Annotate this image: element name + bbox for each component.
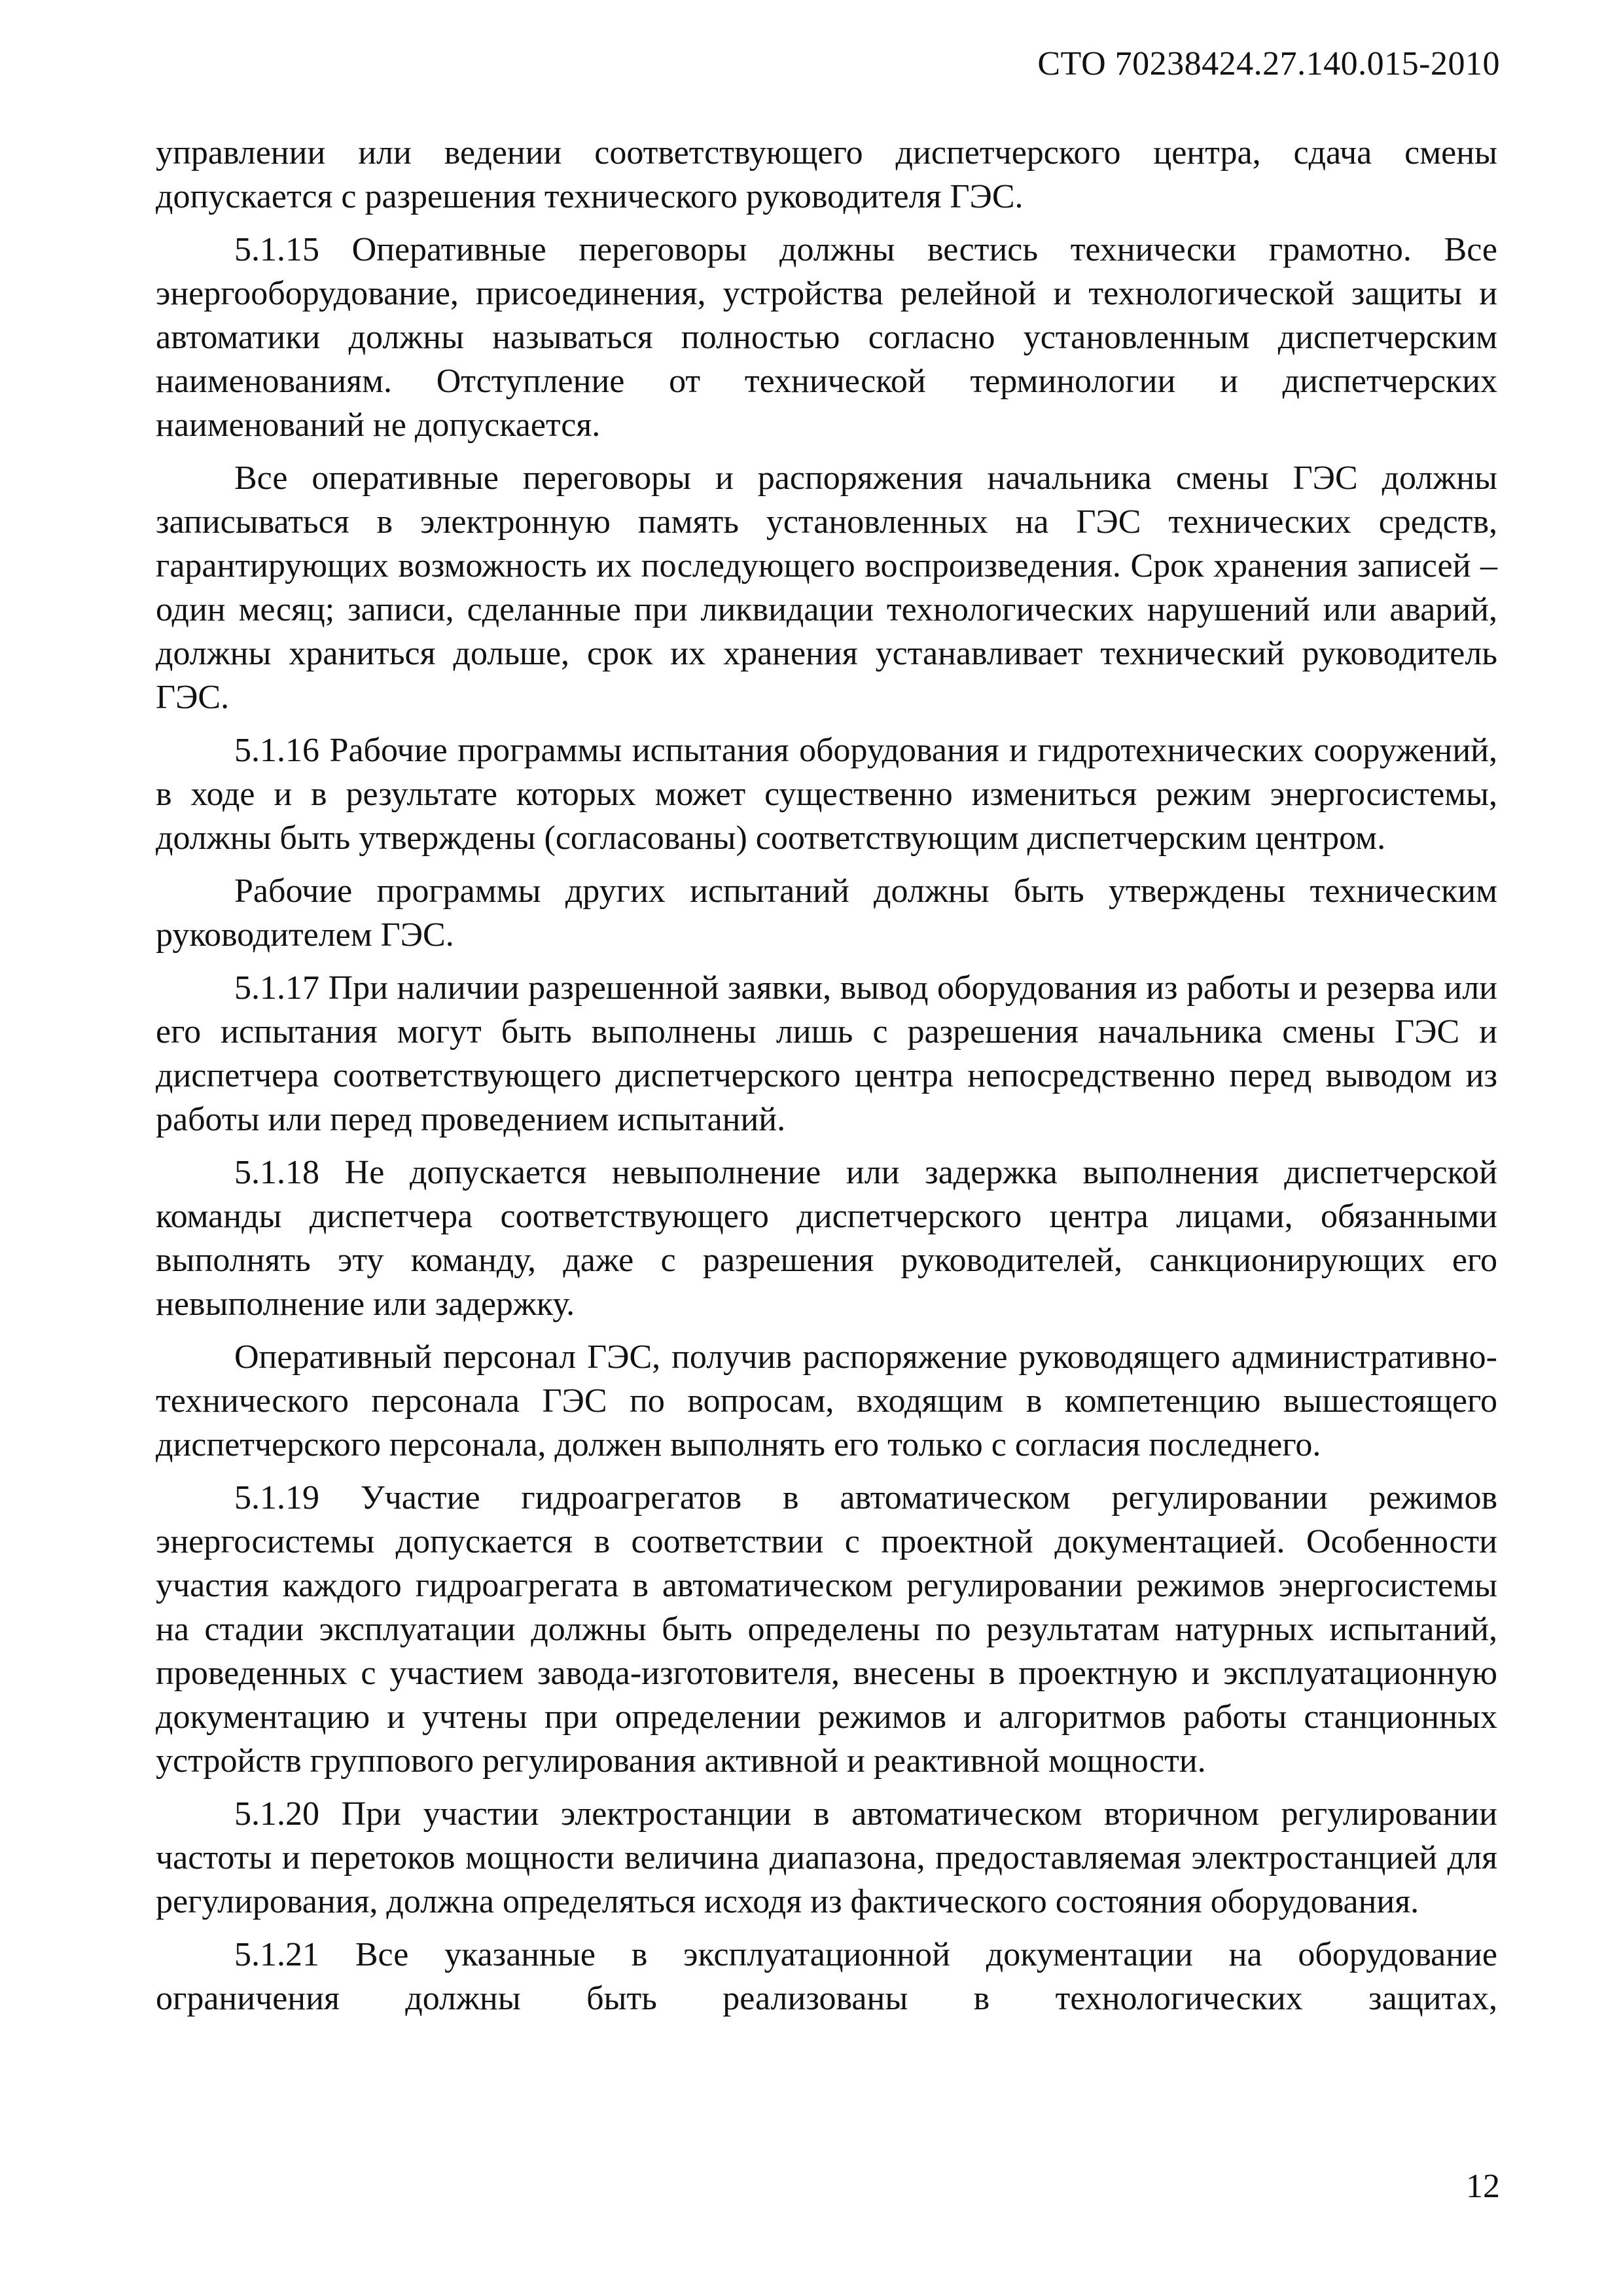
paragraph-5-1-20: 5.1.20 При участии электростанции в автоматическом вторичном регулировании частоты и перетоков мощности величина диапазона, предоставляемая электростанцией для регулирования, должна определяться исходя из фактического состояния оборудования. (156, 1795, 1497, 1920)
paragraph-5-1-17: 5.1.17 При наличии разрешенной заявки, вывод оборудования из работы и резерва или его испытания могут быть выполнены лишь с разрешения начальника смены ГЭС и диспетчера соответствующего диспетчерского центра непосредственно перед выводом из работы или перед проведением испытаний. (156, 969, 1497, 1138)
document-body (156, 131, 1497, 2030)
paragraph-5-1-21: 5.1.21 Все указанные в эксплуатационной документации на оборудование ограничения должны быть реализованы в технологических защитах, (156, 1936, 1497, 2017)
paragraph-continuation: управлении или ведении соответствующего диспетчерского центра, сдача смены допускается с разрешения технического руководителя ГЭС. (156, 134, 1497, 215)
paragraph-5-1-19: 5.1.19 Участие гидроагрегатов в автоматическом регулировании режимов энергосистемы допускается в соответствии с проектной документацией. Особенности участия каждого гидроагрегата в автоматическом регулировании режимов энергосистемы на стадии эксплуатации должны быть определены по результатам натурных испытаний, проведенных с участием завода-изготовителя, внесены в проектную и эксплуатационную документацию и учтены при определении режимов и алгоритмов работы станционных устройств группового регулирования активной и реактивной мощности. (156, 1479, 1497, 1780)
paragraph-5-1-15: 5.1.15 Оперативные переговоры должны вестись технически грамотно. Все энергооборудование, присоединения, устройства релейной и технологической защиты и автоматики должны называться полностью согласно установленным диспетчерским наименованиям. Отступление от технической терминологии и диспетчерских наименований не допускается. (156, 231, 1497, 444)
page-number: 12 (1466, 2168, 1500, 2205)
paragraph-other-tests: Рабочие программы других испытаний должны быть утверждены техническим руководителем ГЭС. (156, 872, 1497, 954)
paragraph-operative-staff: Оперативный персонал ГЭС, получив распоряжение руководящего административно-технического персонала ГЭС по вопросам, входящим в компетенцию вышестоящего диспетчерского персонала, должен выполнять его только с согласия последнего. (156, 1338, 1497, 1463)
paragraph-recordings: Все оперативные переговоры и распоряжения начальника смены ГЭС должны записываться в электронную память установленных на ГЭС технических средств, гарантирующих возможность их последующего воспроизведения. Срок хранения записей – один месяц; записи, сделанные при ликвидации технологических нарушений или аварий, должны храниться дольше, срок их хранения устанавливает технический руководитель ГЭС. (156, 459, 1497, 716)
document-code-header: СТО 70238424.27.140.015-2010 (1037, 45, 1500, 82)
paragraph-5-1-18: 5.1.18 Не допускается невыполнение или задержка выполнения диспетчерской команды диспетчера соответствующего диспетчерского центра лицами, обязанными выполнять эту команду, даже с разрешения руководителей, санкционирующих его невыполнение или задержку. (156, 1154, 1497, 1323)
paragraph-5-1-16: 5.1.16 Рабочие программы испытания оборудования и гидротехнических сооружений, в ходе и в результате которых может существенно измениться режим энергосистемы, должны быть утверждены (согласованы) соответствующим диспетчерским центром. (156, 732, 1497, 857)
